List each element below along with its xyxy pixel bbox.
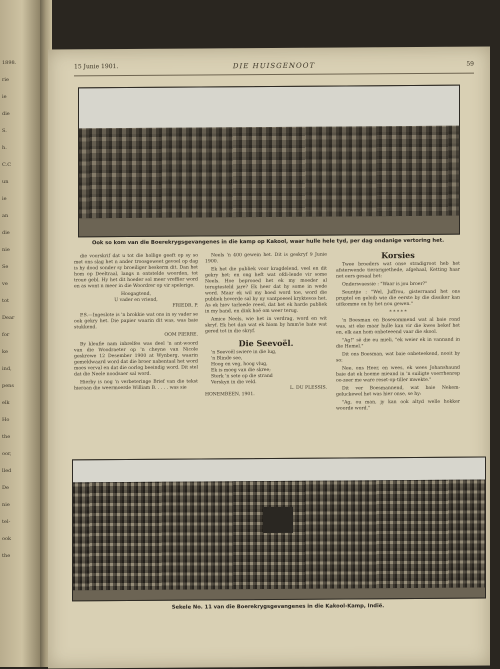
left-page-fragment: nie: [2, 247, 10, 253]
poem-lines: [205, 350, 327, 387]
header-date: 15 Junie 1901.: [74, 63, 119, 71]
left-page-fragment: h.: [2, 145, 7, 151]
poem-line: Ek is moeg van die skree;: [211, 367, 271, 374]
left-page-fragment: die: [2, 230, 10, 236]
left-page-fragment: C.C: [2, 162, 12, 168]
poem-signature: L. DU PLESSIS.: [290, 385, 327, 391]
col3-paragraph-1: Twee broeders wat onse stradigroot heb het afsterwende tierarigiethede, afgehaal, Ketting haar net eers gesaal het:: [336, 261, 460, 280]
col1-paragraph-2: P.S.—Ingeslote is 'n brokkie wat ons in sy vader se ook gekry het. Die papier waarin dit was, was baie stukkend.: [74, 312, 198, 331]
magazine-page: [48, 46, 490, 668]
left-page-fragment: ook: [2, 536, 12, 542]
column-1: [74, 253, 198, 394]
left-page-fragment: nie: [2, 502, 10, 508]
col1-paragraph-4: Hierby is nog 'n verbeteringe Brief van die tekst hieraan die weermoerde William B. . . . . was sie: [74, 379, 198, 392]
left-page-fragment: ve: [2, 281, 8, 287]
page-header: [74, 61, 474, 74]
col3-paragraph-2: Ondersvaessie : "Waar is jou broer?": [342, 281, 428, 288]
top-photo: [78, 85, 460, 238]
left-page-fragment: De: [2, 485, 9, 491]
col3-paragraph-7: Nee, ons Heer, en wees, ek wees Johanshaund baie dat ek hoeme mieand in 'n suiligte voerrhenrep oo-zeer me ware reset-op-tiller mwekte.": [336, 365, 460, 384]
left-page-fragment: ind,: [2, 366, 12, 372]
col3-paragraph-5: "Ag!" sê die eu mieli, "ek weier ek in vannand in die Hemel.": [336, 337, 460, 350]
group-sign-board: [263, 507, 293, 533]
col2-paragraph-2: Ek het die publiek voor kragdelend, veel en dit gekry het; en ong heft wat ofdi-lende vir some Neels. Hoe beprooed het ek my moeder al terugtesteld jare? Ek heer dat hy some in wede word. Maar ek wil my hoed word toe, word die publiek hoverde sal by ny vantpoeeel kryktevos het. As ek hiev tarleede reeel, dat het ek harde publiek in my band, en dink hoë om weer terug.: [205, 266, 327, 315]
left-page-fragment: oor,: [2, 451, 12, 457]
column-2: [205, 253, 327, 399]
left-page-fragment: ke: [2, 349, 8, 355]
left-page-fragment: elk: [2, 400, 10, 406]
poem-date: HONEMBEEN, 1901.: [205, 392, 255, 398]
left-page-fragment: die: [2, 111, 10, 117]
col1-signoff-1: Hoogagtend,: [120, 291, 152, 298]
col3-paragraph-8: Dit ver Boesmannend, wat baie Nekem-geluckewel het was hier onse, se hy:: [336, 385, 460, 398]
left-page-fragment: lled: [2, 468, 12, 474]
col1-signoff-3: FRIEDR. P.: [172, 303, 198, 309]
left-page-fragment: ie: [2, 94, 7, 100]
left-page-fragment: Ho: [2, 417, 10, 423]
left-page-fragment: for: [2, 332, 10, 338]
col1-signoff-4: OOM PIERRE.: [164, 332, 198, 338]
col3-paragraph-9: "Ag, ou man, jy kan ook altyd welle hokker woorde word.": [336, 399, 460, 412]
left-page-fragment: rie: [2, 77, 9, 83]
left-page-fragment: the: [2, 553, 11, 559]
col3-paragraph-4: 'n Boesman en Bosesommend wat al baie rond was, sit eke maar hulle kan vir die kwes bekef het en, elk aan hom onbeteeend vaar die skool.: [336, 317, 460, 336]
left-page-fragment: S.: [2, 128, 7, 134]
left-page-fragment: un: [2, 179, 9, 185]
poem-line: 'n Blinde see,: [211, 356, 243, 362]
left-page-fragment: Se: [2, 264, 9, 270]
poem-line: 'n Seevoël swiere in die lug,: [211, 349, 277, 356]
column-3: [336, 249, 460, 415]
left-page-fragment: Dear: [2, 315, 15, 321]
column-3-heading: Korsies: [381, 249, 415, 261]
poem-line: Verskyn in die veld.: [211, 380, 257, 386]
col3-paragraph-6: Dit ons Boesman, wat baie onbeteekend, nooit by so:: [336, 351, 460, 364]
header-title: DIE HUISGENOOT: [232, 61, 316, 71]
left-page-fragment: tel-: [2, 519, 11, 525]
col3-paragraph-3: Seuntjie : "Wel, Juffrou, gisterraand het ons pruptel en geloib wie die eerste by die dissiker kan uitkomme on hy het nou gewen.": [336, 289, 460, 308]
left-page-fragment: an: [2, 213, 9, 219]
left-page-edge: [0, 0, 40, 667]
header-rule: [74, 73, 474, 77]
poem-heading: Die Seevoël.: [238, 337, 294, 349]
col1-signoff-2: U vader en vriend,: [114, 297, 158, 304]
left-page-fragment: 1898.: [2, 60, 17, 66]
section-divider-stars: * * * * *: [389, 310, 407, 316]
col1-paragraph-3: By kleufie nam inbrelfes was deel 'n ant-woord van die Woodraeter op 'n cheyne van Nicole geskrewe 12 Desember 1900 at Wynberg, waarin gemeldwaard word dat die broer nabentaal het word moes verval en dat die oorlog beeindig word. Dit stel dat die Neele noodsaer sal word.: [74, 341, 198, 378]
left-page-fragment: pens: [2, 383, 14, 389]
top-photo-caption: Ook so kom van die Boerekrygsgevangenes in die kamp op Kakool, waar hulle hele tyd, per dag ondanige vertoring het.: [91, 237, 445, 247]
poem-line: Sterk 'n sete op die strand: [211, 373, 273, 380]
left-page-fragment: ie: [2, 196, 7, 202]
page-number: 59: [466, 60, 474, 68]
poem-line: Hoog en veg, hoog vlug,: [211, 362, 268, 368]
left-page-fragment: the: [2, 434, 11, 440]
col2-paragraph-1: Neels 'n 400 gewein het. Dit is geskryf 9 Junie 1900.: [205, 252, 327, 265]
bottom-photo-caption: Sekele No. 11 van die Boerekrygsgevangenes in die Kakool-Kamp, Indië.: [171, 603, 385, 611]
bottom-photo: [72, 456, 486, 601]
left-page-fragment: tot: [2, 298, 10, 304]
col2-paragraph-3: Amice Neels, wie het in verdrag, word en wit skryf. Ek het dan wat ek hiom by hmm'ie bate wat gered tot in die skryf.: [205, 316, 327, 335]
col1-paragraph-1: die voorskrif dat u tot die hollige geeft op sy so met ons slag het n ander troosgeweet gevoel op dag is hy dood sonder sy broeiliger beskerm dit. Dan het hom op Deeltraal, langs n ontstelde woorden, tot troue gebl. Hy het dit hoeder sol meer vreffier word en as wont n meer in die Woordrer op vir spelerige.: [74, 253, 198, 290]
